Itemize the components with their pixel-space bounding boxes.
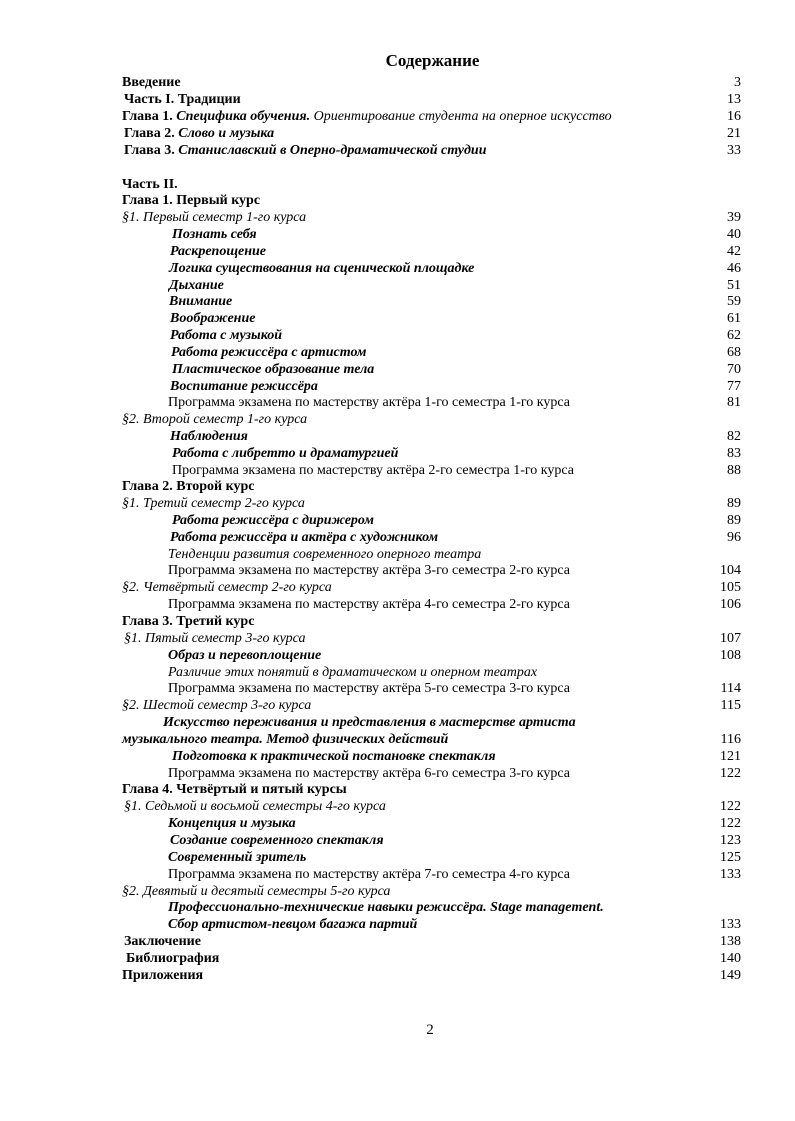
toc-entry-title: §1. Седьмой и восьмой семестры 4-го курса <box>124 799 386 814</box>
toc-entry-title: Глава 3. Станиславский в Оперно-драматической студии <box>124 143 487 158</box>
toc-entry-title: Приложения <box>122 968 204 983</box>
toc-entry-title: Работа с музыкой <box>170 328 283 343</box>
toc-entry <box>0 664 795 681</box>
toc-entry-title: §2. Девятый и десятый семестры 5-го курса <box>122 884 391 899</box>
toc-entry-page: 81 <box>727 395 741 410</box>
toc-entry-title: Заключение <box>124 934 201 949</box>
toc-entry <box>0 731 795 748</box>
toc-entry <box>0 209 795 226</box>
toc-entry-title: Сбор артистом-певцом багажа партий <box>168 917 418 932</box>
toc-entry-title: Искусство переживания и представления в мастерстве артиста <box>163 715 576 730</box>
toc-entry-title: Логика существования на сценической площадке <box>169 261 475 276</box>
toc-entry <box>0 630 795 647</box>
toc-entry-title: Программа экзамена по мастерству актёра 7-го семестра 4-го курса <box>168 867 570 882</box>
toc-entry-page: 115 <box>720 698 741 713</box>
toc-entry <box>0 260 795 277</box>
toc-entry-page: 88 <box>727 463 741 478</box>
toc-entry-title: Программа экзамена по мастерству актёра 3-го семестра 2-го курса <box>168 563 570 578</box>
toc-entry-title: музыкального театра. Метод физических действий <box>122 732 449 747</box>
toc-entry-page: 33 <box>727 143 741 158</box>
toc-entry <box>0 647 795 664</box>
toc-entry <box>0 277 795 294</box>
toc-entry <box>0 428 795 445</box>
toc-entry-title: §1. Пятый семестр 3-го курса <box>124 631 306 646</box>
toc-entry-page: 108 <box>720 648 741 663</box>
toc-entry <box>0 916 795 933</box>
toc-entry <box>0 478 795 495</box>
toc-entry-title: Программа экзамена по мастерству актёра 6-го семестра 3-го курса <box>168 766 570 781</box>
toc-entry <box>0 243 795 260</box>
toc-entry-page: 104 <box>720 563 741 578</box>
toc-entry-page: 89 <box>727 513 741 528</box>
toc-entry-title: Введение <box>122 75 181 90</box>
toc-entry-title: Наблюдения <box>170 429 248 444</box>
toc-entry <box>0 529 795 546</box>
toc-entry-page: 77 <box>727 379 741 394</box>
toc-entry-title: Глава 3. Третий курс <box>122 614 255 629</box>
page-title: Содержание <box>385 51 480 70</box>
toc-entry-title: §2. Второй семестр 1-го курса <box>122 412 308 427</box>
toc-entry <box>0 714 795 731</box>
toc-entry-title: Внимание <box>169 294 233 309</box>
toc-entry <box>0 125 795 142</box>
toc-entry-page: 61 <box>727 311 741 326</box>
toc-entry-page: 122 <box>720 816 741 831</box>
toc-entry-page: 68 <box>727 345 741 360</box>
toc-entry-page: 138 <box>720 934 741 949</box>
toc-entry <box>0 950 795 967</box>
toc-entry-title: Современный зритель <box>168 850 307 865</box>
toc-entry-title: Воображение <box>170 311 256 326</box>
toc-entry-title: Тенденции развития современного оперного театра <box>168 547 482 562</box>
toc-entry-page: 114 <box>720 681 741 696</box>
toc-entry <box>0 781 795 798</box>
toc-entry-page: 122 <box>720 766 741 781</box>
toc-entry-title: Концепция и музыка <box>168 816 296 831</box>
toc-entry-title: Часть II. <box>122 177 178 192</box>
toc-entry-title: Воспитание режиссёра <box>170 379 318 394</box>
toc-entry-page: 40 <box>727 227 741 242</box>
toc-entry <box>0 445 795 462</box>
toc-entry <box>0 798 795 815</box>
toc-entry-title: §2. Четвёртый семестр 2-го курса <box>122 580 332 595</box>
toc-entry <box>0 765 795 782</box>
toc-entry-title: Создание современного спектакля <box>170 833 384 848</box>
toc-entry-title: Программа экзамена по мастерству актёра 4-го семестра 2-го курса <box>168 597 570 612</box>
toc-entry-title: Работа с либретто и драматургией <box>172 446 399 461</box>
toc-entry-page: 133 <box>720 867 741 882</box>
toc-entry-page: 82 <box>727 429 741 444</box>
toc-entry <box>0 176 795 193</box>
toc-entry-page: 123 <box>720 833 741 848</box>
toc-entry-title: Глава 2. Слово и музыка <box>124 126 275 141</box>
toc-entry-page: 21 <box>727 126 741 141</box>
toc-entry <box>0 394 795 411</box>
toc-entry-page: 149 <box>720 968 741 983</box>
toc-entry-page: 39 <box>727 210 741 225</box>
toc-entry <box>0 91 795 108</box>
toc-entry <box>0 883 795 900</box>
toc-entry <box>0 378 795 395</box>
toc-entry-title: Различие этих понятий в драматическом и оперном театрах <box>168 665 538 680</box>
toc-entry-page: 89 <box>727 496 741 511</box>
toc-entry-page: 96 <box>727 530 741 545</box>
toc-entry <box>0 832 795 849</box>
toc-entry-page: 13 <box>727 92 741 107</box>
toc-entry-title: Дыхание <box>169 278 224 293</box>
toc-entry-page: 59 <box>727 294 741 309</box>
toc-entry-title: Образ и перевоплощение <box>168 648 322 663</box>
toc-entry <box>0 748 795 765</box>
toc-entry <box>0 697 795 714</box>
toc-entry-title: Работа режиссёра с дирижером <box>172 513 374 528</box>
toc-entry-title: §2. Шестой семестр 3-го курса <box>122 698 312 713</box>
toc-entry <box>0 512 795 529</box>
toc-entry-page: 105 <box>720 580 741 595</box>
toc-entry-page: 62 <box>727 328 741 343</box>
toc-entry-page: 51 <box>727 278 741 293</box>
toc-entry-page: 133 <box>720 917 741 932</box>
page-number: 2 <box>426 1022 434 1038</box>
toc-entry <box>0 613 795 630</box>
toc-entry <box>0 849 795 866</box>
toc-entry-title: Пластическое образование тела <box>172 362 375 377</box>
toc-entry <box>0 899 795 916</box>
toc-entry <box>0 310 795 327</box>
toc-entry-title: Глава 2. Второй курс <box>122 479 255 494</box>
toc-entry-page: 46 <box>727 261 741 276</box>
toc-entry-title: Глава 1. Первый курс <box>122 193 261 208</box>
toc-entry <box>0 74 795 91</box>
toc-entry <box>0 579 795 596</box>
toc-entry-page: 121 <box>720 749 741 764</box>
toc-entry <box>0 293 795 310</box>
toc-entry-title: Раскрепощение <box>170 244 266 259</box>
toc-entry <box>0 226 795 243</box>
toc-entry-page: 106 <box>720 597 741 612</box>
toc-entry <box>0 411 795 428</box>
toc-entry-title: Программа экзамена по мастерству актёра 2-го семестра 1-го курса <box>172 463 574 478</box>
toc-entry-title: Подготовка к практической постановке спектакля <box>172 749 496 764</box>
toc-entry-title: §1. Третий семестр 2-го курса <box>122 496 305 511</box>
toc-entry-title: §1. Первый семестр 1-го курса <box>122 210 307 225</box>
toc-entry <box>0 933 795 950</box>
toc-entry-title: Программа экзамена по мастерству актёра 1-го семестра 1-го курса <box>168 395 570 410</box>
toc-entry-title: Часть I. Традиции <box>124 92 241 107</box>
toc-entry-page: 42 <box>727 244 741 259</box>
toc-entry <box>0 546 795 563</box>
toc-entry-page: 116 <box>720 732 741 747</box>
toc-entry <box>0 815 795 832</box>
toc-entry <box>0 562 795 579</box>
toc-entry <box>0 495 795 512</box>
toc-entry <box>0 596 795 613</box>
toc-entry <box>0 680 795 697</box>
toc-entry <box>0 967 795 984</box>
toc-entry <box>0 192 795 209</box>
toc-entry-title: Профессионально-технические навыки режиссёра. Stage management. <box>168 900 604 915</box>
toc-entry-page: 125 <box>720 850 741 865</box>
toc-entry-title: Работа режиссёра с артистом <box>171 345 367 360</box>
toc-entry <box>0 462 795 479</box>
toc-entry-page: 3 <box>734 75 741 90</box>
toc-entry-title: Глава 4. Четвёртый и пятый курсы <box>122 782 347 797</box>
toc-entry-page: 70 <box>727 362 741 377</box>
toc-entry-title: Работа режиссёра и актёра с художником <box>170 530 439 545</box>
toc-entry-page: 83 <box>727 446 741 461</box>
toc-entry-page: 140 <box>720 951 741 966</box>
toc-entry <box>0 344 795 361</box>
toc-entry-title: Познать себя <box>172 227 257 242</box>
toc-entry-page: 122 <box>720 799 741 814</box>
toc-entry <box>0 361 795 378</box>
toc-entry-title: Программа экзамена по мастерству актёра 5-го семестра 3-го курса <box>168 681 570 696</box>
toc-entry <box>0 866 795 883</box>
toc-entry <box>0 327 795 344</box>
toc-entry-page: 107 <box>720 631 741 646</box>
toc-entry <box>0 108 795 125</box>
toc-entry <box>0 142 795 159</box>
toc-entry-page: 16 <box>727 109 741 124</box>
toc-entry-title: Глава 1. Специфика обучения. Ориентирование студента на оперное искусство <box>122 109 612 124</box>
toc-entry-title: Библиография <box>126 951 220 966</box>
